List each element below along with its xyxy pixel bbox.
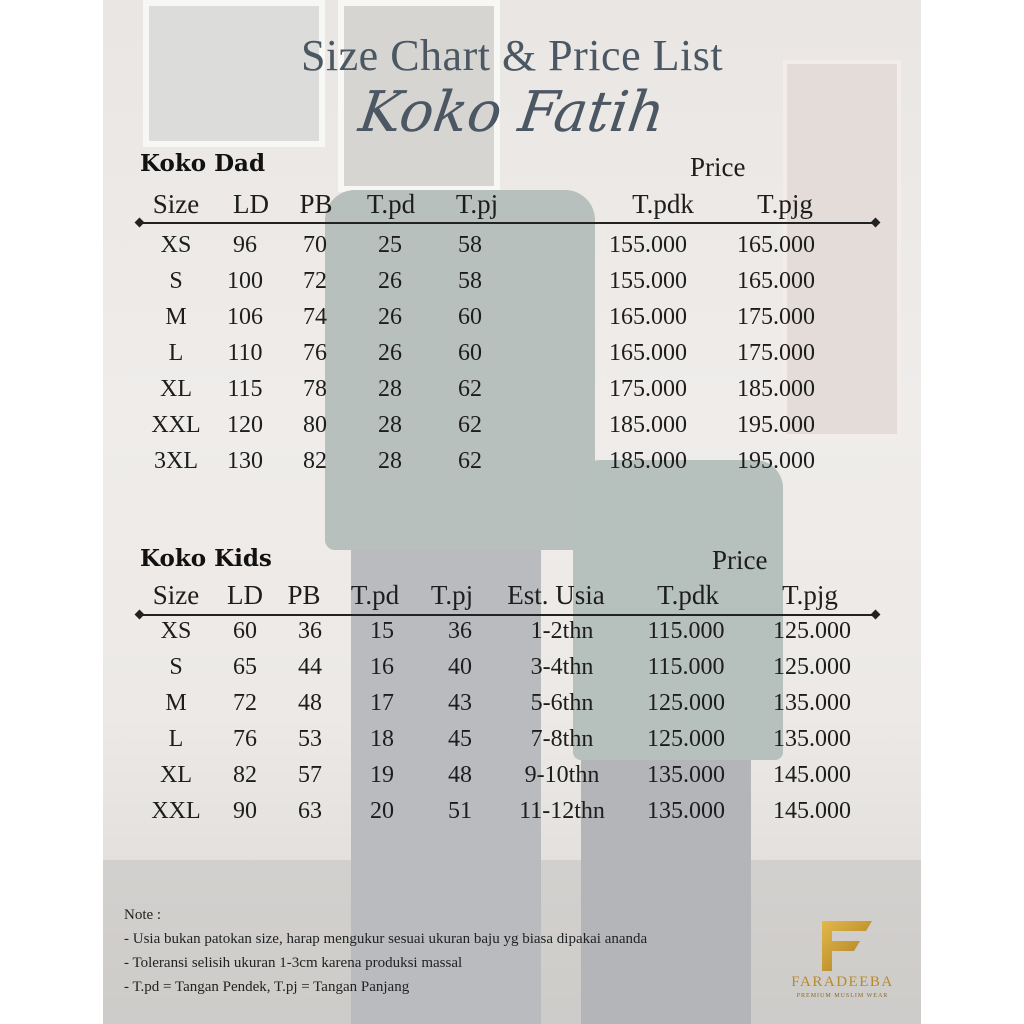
- dad-table-cell: 28: [378, 412, 402, 438]
- dad-price-label: Price: [690, 152, 746, 182]
- dad-table-cell: 165.000: [609, 304, 687, 330]
- dad-table-cell: XS: [160, 232, 192, 258]
- dad-table-cell: 165.000: [609, 340, 687, 366]
- dad-table-cell: 26: [378, 304, 402, 330]
- kids-header-cell: T.pdk: [657, 580, 719, 610]
- kids-table-cell: 36: [298, 618, 322, 644]
- kids-table-cell: 20: [370, 798, 394, 824]
- kids-table-cell: 125.000: [773, 618, 851, 644]
- kids-table-cell: 43: [448, 690, 472, 716]
- kids-header-cell: LD: [227, 580, 263, 610]
- dad-table-cell: 130: [227, 448, 263, 474]
- brand-tagline: PREMIUM MUSLIM WEAR: [796, 993, 889, 999]
- kids-table-cell: 19: [370, 762, 394, 788]
- kids-table-cell: 135.000: [647, 798, 725, 824]
- dad-table-cell: 185.000: [609, 412, 687, 438]
- kids-table-cell: 57: [298, 762, 322, 788]
- dad-table-cell: 26: [378, 340, 402, 366]
- dad-table-cell: 58: [458, 232, 482, 258]
- note-block: [124, 903, 647, 999]
- kids-price-label: Price: [712, 545, 768, 575]
- dad-table-cell: 74: [303, 304, 327, 330]
- dad-table-cell: 25: [378, 232, 402, 258]
- product-name: Koko Fatih: [355, 80, 669, 145]
- dad-table-cell: 62: [458, 412, 482, 438]
- kids-table-cell: L: [168, 726, 184, 752]
- dad-table-cell: 175.000: [609, 376, 687, 402]
- dad-table-cell: 62: [458, 448, 482, 474]
- dad-header-cell: T.pdk: [632, 189, 694, 219]
- kids-table-cell: 65: [233, 654, 257, 680]
- dad-table-cell: 72: [303, 268, 327, 294]
- kids-table-cell: 16: [370, 654, 394, 680]
- dad-table-cell: 185.000: [737, 376, 815, 402]
- dad-header-cell: T.pd: [366, 189, 416, 219]
- kids-table-cell: 7-8thn: [530, 726, 594, 752]
- dad-table-cell: 100: [227, 268, 263, 294]
- dad-table-cell: 58: [458, 268, 482, 294]
- kids-table-cell: XXL: [151, 798, 201, 824]
- kids-table-cell: 5-6thn: [530, 690, 594, 716]
- note-line: - Usia bukan patokan size, harap mengukur sesuai ukuran baju yg biasa dipakai ananda: [124, 931, 648, 947]
- dad-table-cell: 60: [458, 340, 482, 366]
- dad-header-cell: T.pjg: [757, 189, 813, 219]
- kids-table-cell: 11-12thn: [519, 798, 605, 824]
- kids-table-cell: 51: [448, 798, 472, 824]
- kids-table-cell: 44: [298, 654, 322, 680]
- kids-table-cell: 9-10thn: [524, 762, 600, 788]
- dad-table-cell: 120: [227, 412, 263, 438]
- dad-section-label: Koko Dad: [140, 150, 266, 177]
- kids-table-cell: 135.000: [773, 726, 851, 752]
- kids-table-cell: 48: [298, 690, 322, 716]
- kids-table-cell: 115.000: [647, 654, 725, 680]
- dad-table-cell: 175.000: [737, 304, 815, 330]
- kids-table-cell: 72: [233, 690, 257, 716]
- kids-table-cell: XS: [160, 618, 192, 644]
- dad-header-cell: LD: [233, 189, 269, 219]
- kids-table-cell: 76: [233, 726, 257, 752]
- kids-table-cell: M: [165, 690, 187, 716]
- kids-table-cell: 125.000: [647, 726, 725, 752]
- kids-table-cell: 90: [233, 798, 257, 824]
- page-title: Size Chart & Price List: [300, 31, 724, 80]
- kids-table-cell: 135.000: [773, 690, 851, 716]
- kids-table-cell: 63: [298, 798, 322, 824]
- kids-table-cell: XL: [160, 762, 192, 788]
- kids-table-cell: 18: [370, 726, 394, 752]
- kids-table-cell: S: [169, 654, 183, 680]
- brand-name: FARADEEBA: [791, 974, 894, 990]
- dad-table-cell: 78: [303, 376, 327, 402]
- dad-table-cell: 195.000: [737, 448, 815, 474]
- dad-table-cell: 26: [378, 268, 402, 294]
- kids-header-cell: PB: [287, 580, 321, 610]
- dad-table-cell: 155.000: [609, 268, 687, 294]
- dad-header-rule: [140, 222, 875, 224]
- kids-table-cell: 15: [370, 618, 394, 644]
- dad-table-cell: 106: [227, 304, 263, 330]
- dad-table-cell: 70: [303, 232, 327, 258]
- kids-header-cell: Est. Usia: [507, 580, 605, 610]
- dad-table-cell: 76: [303, 340, 327, 366]
- dad-table-cell: 28: [378, 376, 402, 402]
- dad-table-cell: XL: [160, 376, 192, 402]
- kids-table-cell: 48: [448, 762, 472, 788]
- dad-table-cell: 82: [303, 448, 327, 474]
- kids-section-label: Koko Kids: [140, 545, 272, 572]
- kids-table-cell: 1-2thn: [530, 618, 594, 644]
- kids-table-cell: 53: [298, 726, 322, 752]
- dad-header-cell: T.pj: [455, 189, 499, 219]
- dad-table-cell: 96: [233, 232, 257, 258]
- dad-table-cell: 28: [378, 448, 402, 474]
- note-line: - Toleransi selisih ukuran 1-3cm karena produksi massal: [124, 955, 463, 971]
- dad-table-cell: M: [165, 304, 187, 330]
- dad-table-cell: L: [168, 340, 184, 366]
- kids-header-cell: T.pjg: [782, 580, 838, 610]
- dad-table-cell: 165.000: [737, 268, 815, 294]
- kids-table-cell: 125.000: [773, 654, 851, 680]
- kids-table-cell: 17: [370, 690, 394, 716]
- dad-table-cell: 155.000: [609, 232, 687, 258]
- dad-table-cell: 3XL: [154, 448, 198, 474]
- note-line: - T.pd = Tangan Pendek, T.pj = Tangan Panjang: [124, 979, 410, 995]
- kids-table-cell: 82: [233, 762, 257, 788]
- dad-table-cell: 185.000: [609, 448, 687, 474]
- dad-table-cell: 115: [227, 376, 263, 402]
- kids-table-cell: 145.000: [773, 762, 851, 788]
- kids-table-cell: 36: [448, 618, 472, 644]
- dad-header-cell: Size: [152, 189, 200, 219]
- dad-table-cell: 60: [458, 304, 482, 330]
- kids-header-cell: Size: [152, 580, 200, 610]
- dad-table-cell: 195.000: [737, 412, 815, 438]
- kids-table-cell: 45: [448, 726, 472, 752]
- kids-table-cell: 135.000: [647, 762, 725, 788]
- note-heading: Note :: [124, 907, 162, 923]
- kids-table-cell: 145.000: [773, 798, 851, 824]
- dad-table-cell: 165.000: [737, 232, 815, 258]
- dad-table-cell: 175.000: [737, 340, 815, 366]
- kids-table-cell: 40: [448, 654, 472, 680]
- dad-header-cell: PB: [299, 189, 333, 219]
- dad-table-cell: S: [169, 268, 183, 294]
- kids-header-cell: T.pd: [350, 580, 400, 610]
- kids-header-cell: T.pj: [430, 580, 474, 610]
- kids-table-cell: 3-4thn: [530, 654, 594, 680]
- dad-table-cell: 110: [227, 340, 263, 366]
- kids-table-cell: 125.000: [647, 690, 725, 716]
- kids-header-rule: [140, 614, 875, 616]
- kids-table-cell: 115.000: [647, 618, 725, 644]
- dad-table-cell: XXL: [151, 412, 201, 438]
- dad-table-cell: 62: [458, 376, 482, 402]
- kids-table-cell: 60: [233, 618, 257, 644]
- dad-table-cell: 80: [303, 412, 327, 438]
